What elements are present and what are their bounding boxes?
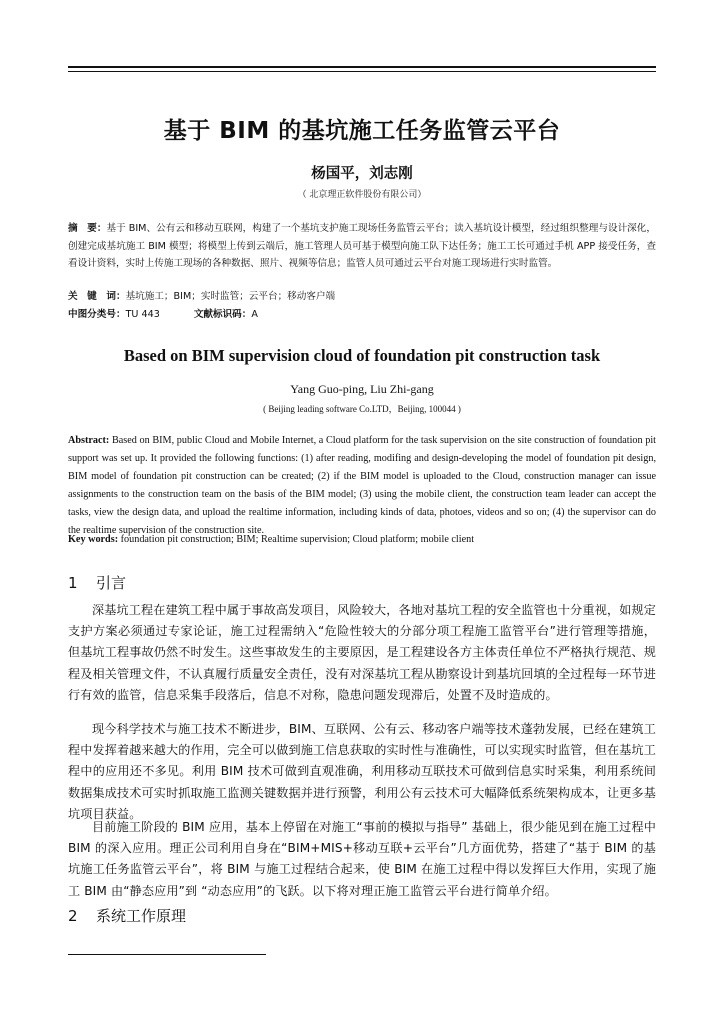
body-paragraph: 现今科学技术与施工技术不断进步，BIM、互联网、公有云、移动客户端等技术蓬勃发展，已经在建筑工程中发挥着越来越大的作用，完全可以做到施工信息获取的实时性与准确性，可以实现实时监管，但在基坑工程中的应用还不多见。利用 BIM 技术可做到直观准确，利用移动互联技术可做到信息实时采集，利用系统间数据集成技术可实时抓取施工监测关键数据并进行预警，利用公有云技术可大幅降低系统架构成本，让更多基坑项目获益。 xyxy=(68,722,656,821)
english-abstract-text: Based on BIM, public Cloud and Mobile Internet, a Cloud platform for the task supervision on the site construction of foundation pit support was set up. It provided the following functions: (1) after reading, modifing and design-developing the model of foundation pit design, BIM model of foundation pit construction can be created; (2) if the BIM model is uploaded to the Cloud, construction manager can issue assignments to the construction team on the basis of the BIM model; (3) using the mobile client, the construction team leader can accept the tasks, view the design data, and upload the realtime information, including kinds of data, photoes, videos and so on; (4) the supervisor can do the realtime supervision of the construction site. xyxy=(68,435,656,537)
section-number: 1 xyxy=(68,574,78,592)
english-keywords-text: foundation pit construction; BIM; Realtime supervision; Cloud platform; mobile client xyxy=(118,534,475,545)
chinese-abstract xyxy=(68,220,656,273)
chinese-keywords-label: 关 键 词： xyxy=(68,291,126,302)
chinese-keywords-text: 基坑施工；BIM；实时监管；云平台；移动客户端 xyxy=(125,291,336,302)
footnote-rule xyxy=(68,954,266,955)
section-title: 引言 xyxy=(96,574,127,592)
header-rule-thick xyxy=(68,66,656,68)
section-heading-introduction xyxy=(68,572,656,593)
header-rule-thin xyxy=(68,71,656,72)
chinese-abstract-label: 摘 要： xyxy=(68,223,107,234)
section-heading-working-principle xyxy=(68,905,656,926)
chinese-abstract-text: 基于 BIM、公有云和移动互联网，构建了一个基坑支护施工现场任务监管云平台；读入基坑设计模型，经过组织整理与设计深化，创建完成基坑施工 BIM 模型；将模型上传到云端后，施工管理人员可基于模型向施工队下达任务；施工工长可通过手机 APP 接受任务，查看设计资料，实时上传施工现场的各种数据、照片、视频等信息；监管人员可通过云平台对施工现场进行实时监管。 xyxy=(68,223,656,270)
chinese-affiliation: （ 北京理正软件股份有限公司） xyxy=(297,190,427,200)
english-keywords xyxy=(68,534,656,545)
chinese-classification xyxy=(68,306,656,320)
chinese-keywords xyxy=(68,288,656,302)
english-abstract xyxy=(68,432,656,541)
english-affiliation: ( Beijing leading software Co.LTD，Beijing, 100044 ) xyxy=(263,404,461,414)
chinese-authors: 杨国平，刘志刚 xyxy=(311,165,413,182)
english-title: Based on BIM supervision cloud of foundation pit construction task xyxy=(123,346,601,365)
chinese-title: 基于 BIM 的基坑施工任务监管云平台 xyxy=(163,118,561,144)
doc-code-value: A xyxy=(251,309,258,320)
english-abstract-label: Abstract: xyxy=(68,435,110,446)
clc-label: 中图分类号： xyxy=(68,309,126,320)
section-title: 系统工作原理 xyxy=(96,907,187,925)
doc-code-label: 文献标识码： xyxy=(193,309,252,320)
body-paragraph: 深基坑工程在建筑工程中属于事故高发项目，风险较大，各地对基坑工程的安全监管也十分重视，如规定支护方案必须通过专家论证，施工过程需纳入“危险性较大的分部分项工程施工监管平台”进行管理等措施，但基坑工程事故仍然不时发生。这些事故发生的主要原因，是工程建设各方主体责任单位不严格执行规范、规程及相关管理文件，不认真履行质量安全责任，没有对深基坑工程从勘察设计到基坑回填的全过程每一环节进行有效的监管，信息采集手段落后，信息不对称，隐患问题发现滞后，处置不及时造成的。 xyxy=(68,603,656,702)
section-number: 2 xyxy=(68,907,78,925)
clc-value: TU 443 xyxy=(125,309,160,320)
english-authors: Yang Guo-ping, Liu Zhi-gang xyxy=(290,382,434,396)
english-keywords-label: Key words: xyxy=(68,534,119,545)
body-paragraph: 目前施工阶段的 BIM 应用，基本上停留在对施工“事前的模拟与指导” 基础上，很少能见到在施工过程中 BIM 的深入应用。理正公司利用自身在“BIM+MIS+移动互联+云平台”几方面优势，搭建了“基于 BIM 的基坑施工任务监管云平台”，将 BIM 与施工过程结合起来，使 BIM 在施工过程中得以发挥巨大作用，实现了施工 BIM 由“静态应用”到 “动态应用”的飞跃。以下将对理正施工监管云平台进行简单介绍。 xyxy=(68,820,656,898)
